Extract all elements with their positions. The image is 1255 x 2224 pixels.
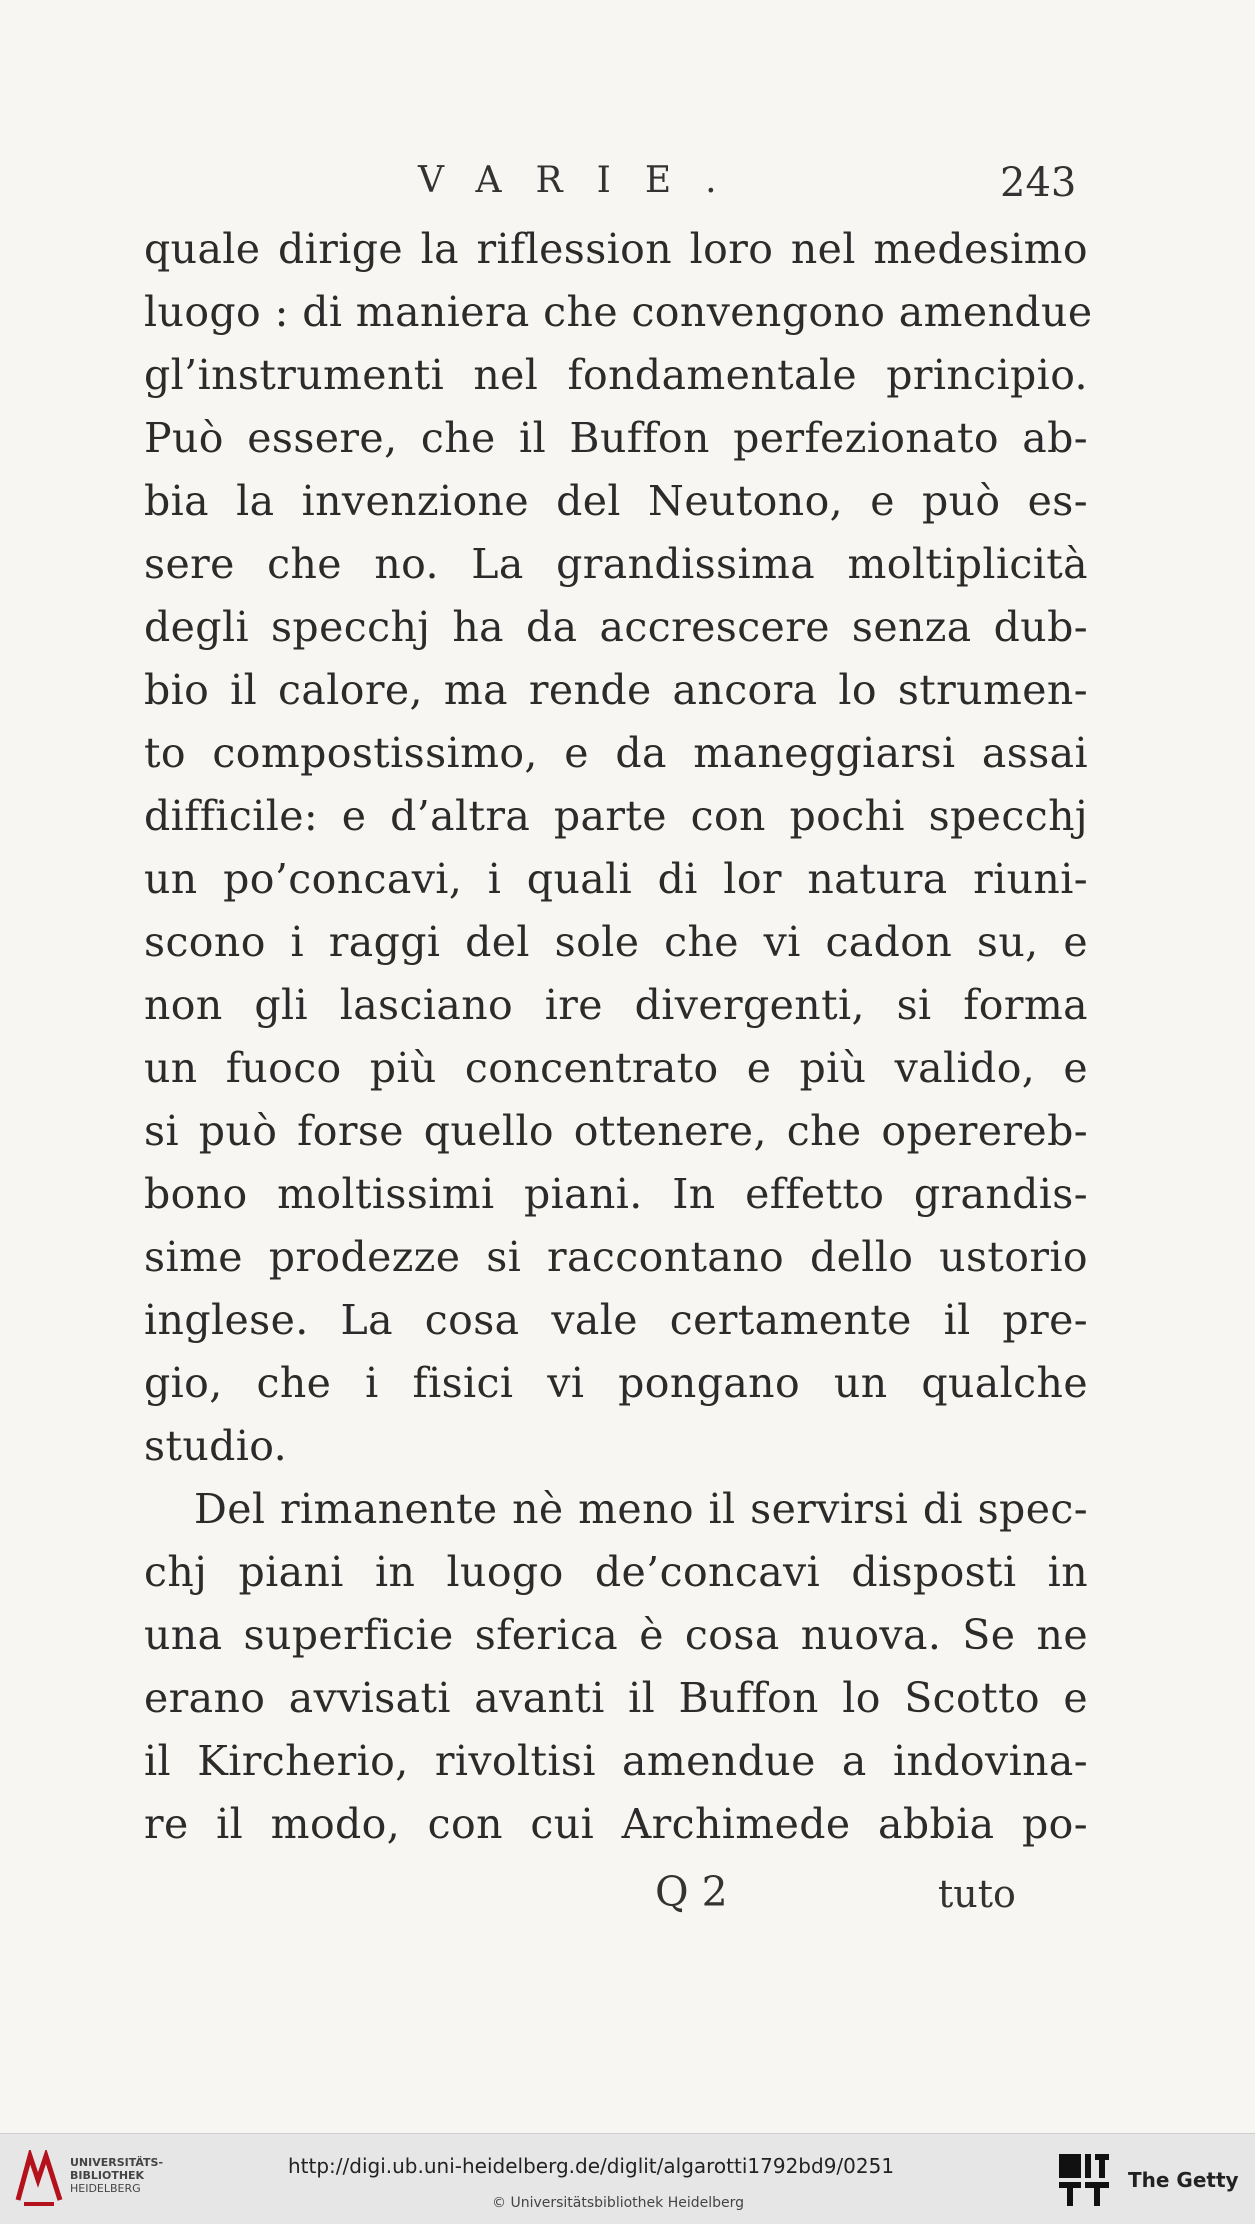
page-bottom-marks (0, 1868, 1255, 1928)
copyright-notice: © Universitätsbibliothek Heidelberg (492, 2195, 745, 2211)
text-line: non gli lasciano ire divergenti, si forma (144, 981, 1088, 1029)
university-name-line: HEIDELBERG (70, 2182, 141, 2195)
text-line: Può essere, che il Buffon perfezionato ab- (144, 414, 1088, 462)
text-line: bono moltissimi piani. In effetto grandis- (144, 1170, 1088, 1218)
catchword: tuto (938, 1872, 1016, 1916)
text-line: un fuoco più concentrato e più valido, e (144, 1044, 1088, 1092)
text-line: bia la invenzione del Neutono, e può es- (144, 477, 1088, 525)
text-line: to compostissimo, e da maneggiarsi assai (144, 729, 1088, 777)
text-line: erano avvisati avanti il Buffon lo Scotto e (144, 1674, 1088, 1722)
text-line: Del rimanente nè meno il servirsi di spec- (194, 1485, 1088, 1533)
running-head (0, 160, 1255, 210)
text-line: gio, che i fisici vi pongano un qualche (144, 1359, 1088, 1407)
university-logo-icon (14, 2150, 64, 2208)
text-line: un po’concavi, i quali di lor natura riuni- (144, 855, 1088, 903)
text-line: re il modo, con cui Archimede abbia po- (144, 1800, 1088, 1848)
text-line: il Kircherio, rivoltisi amendue a indovina- (144, 1737, 1088, 1785)
text-line: studio. (144, 1422, 288, 1470)
text-line: gl’instrumenti nel fondamentale principio. (144, 351, 1088, 399)
getty-logo-icon (1057, 2152, 1111, 2208)
page-number: 243 (1000, 160, 1077, 206)
text-line: si può forse quello ottenere, che operereb- (144, 1107, 1088, 1155)
partner-name: The Getty (1128, 2168, 1239, 2192)
text-line: luogo : di maniera che convengono amendue (144, 288, 1093, 336)
text-line: bio il calore, ma rende ancora lo strumen- (144, 666, 1088, 714)
text-line: sere che no. La grandissima moltiplicità (144, 540, 1088, 588)
text-line: scono i raggi del sole che vi cadon su, e (144, 918, 1088, 966)
running-title: VARIE. (418, 160, 751, 201)
body-text (144, 218, 1093, 1856)
text-line: quale dirige la riflession loro nel medesimo (144, 225, 1088, 273)
text-line: inglese. La cosa vale certamente il pre- (144, 1296, 1088, 1344)
text-line: degli specchj ha da accrescere senza dub- (144, 603, 1088, 651)
university-name-line: UNIVERSITÄTS- (70, 2156, 164, 2169)
signature-mark: Q 2 (655, 1868, 728, 1916)
permalink-url[interactable]: http://digi.ub.uni-heidelberg.de/diglit/algarotti1792bd9/0251 (288, 2154, 895, 2178)
university-name-line: BIBLIOTHEK (70, 2169, 145, 2182)
university-name (70, 2156, 190, 2195)
text-line: chj piani in luogo de’concavi disposti in (144, 1548, 1088, 1596)
text-line: una superficie sferica è cosa nuova. Se ne (144, 1611, 1088, 1659)
text-line: sime prodezze si raccontano dello ustorio (144, 1233, 1088, 1281)
footer-bar (0, 2133, 1255, 2224)
text-line: difficile: e d’altra parte con pochi specchj (144, 792, 1088, 840)
